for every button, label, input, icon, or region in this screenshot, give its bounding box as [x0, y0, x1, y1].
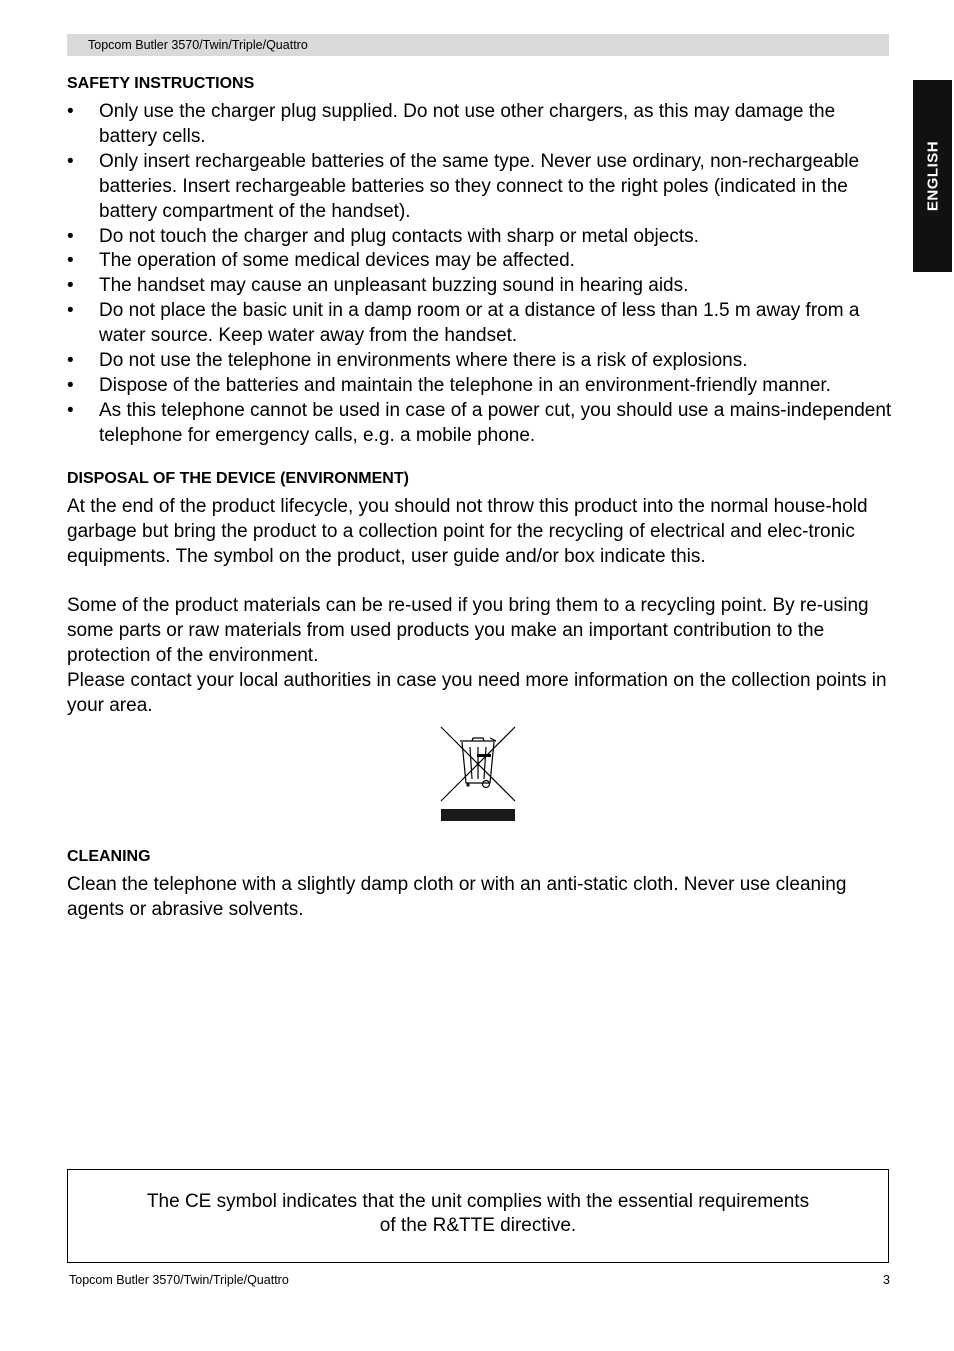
ce-notice-line-1: The CE symbol indicates that the unit complies with the essential requirements: [146, 1191, 810, 1212]
bullet-icon: •: [67, 101, 74, 122]
disposal-heading: DISPOSAL OF THE DEVICE (ENVIRONMENT): [67, 469, 409, 487]
list-item: [67, 249, 892, 274]
crossed-out-wheelie-bin-icon: [440, 725, 516, 823]
bullet-icon: •: [67, 275, 74, 297]
bullet-icon: •: [67, 399, 74, 421]
safety-item-text: Do not use the telephone in environments where there is a risk of explosions.: [99, 350, 748, 372]
header-title: Topcom Butler 3570/Twin/Triple/Quattro: [88, 38, 308, 52]
safety-item-text: Dispose of the batteries and maintain the telephone in an environment-friendly manner.: [99, 374, 831, 396]
list-item: [67, 100, 892, 150]
safety-item-text: Do not place the basic unit in a damp room or at a distance of less than 1.5 m away from a water source. Keep water away from the handset.: [99, 300, 860, 347]
safety-item-text: The operation of some medical devices may be affected.: [99, 250, 575, 272]
cleaning-heading: CLEANING: [67, 847, 151, 865]
disposal-paragraph-3: Please contact your local authorities in case you need more information on the collection points in your area.: [67, 670, 887, 717]
page-number: 3: [883, 1273, 890, 1287]
bullet-icon: •: [67, 250, 74, 272]
list-item: [67, 349, 892, 374]
footer-title: Topcom Butler 3570/Twin/Triple/Quattro: [69, 1273, 289, 1287]
list-item: [67, 150, 892, 225]
ce-notice-box: [67, 1169, 889, 1263]
language-tab-label: ENGLISH: [924, 140, 941, 212]
safety-heading: SAFETY INSTRUCTIONS: [67, 75, 255, 92]
disposal-paragraph-2: Some of the product materials can be re-used if you bring them to a recycling point. By re-using some parts or raw materials from used products you make an important contribution to the protection of the environment.: [67, 595, 869, 667]
safety-item-text: The handset may cause an unpleasant buzzing sound in hearing aids.: [99, 275, 689, 297]
list-item: [67, 274, 892, 299]
bullet-icon: •: [67, 374, 74, 396]
main-content: [67, 74, 892, 923]
weee-symbol-container: [67, 719, 892, 847]
disposal-paragraph-1: At the end of the product lifecycle, you should not throw this product into the normal house-hold garbage but bring the product to a collection point for the recycling of electrical and elec-tronic equipments. The symbol on the product, user guide and/or box indicate this.: [67, 495, 868, 567]
safety-list: [67, 100, 892, 449]
bullet-icon: •: [67, 300, 74, 322]
list-item: [67, 399, 892, 449]
safety-item-text: Do not touch the charger and plug contacts with sharp or metal objects.: [99, 225, 699, 247]
list-item: [67, 299, 892, 349]
bullet-icon: •: [67, 225, 74, 247]
safety-item-text: Only use the charger plug supplied. Do not use other chargers, as this may damage the battery cells.: [99, 101, 836, 147]
safety-item-text: Only insert rechargeable batteries of the same type. Never use ordinary, non-rechargeable batteries. Insert rechargeable batteries so they connect to the right poles (indicated in the battery compartment of the handset).: [99, 150, 860, 222]
cleaning-paragraph: Clean the telephone with a slightly damp cloth or with an anti-static cloth. Never use cleaning agents or abrasive solvents.: [67, 873, 847, 920]
list-item: [67, 225, 892, 250]
list-item: [67, 374, 892, 399]
bullet-icon: •: [67, 350, 74, 372]
safety-item-text: As this telephone cannot be used in case of a power cut, you should use a mains-independent telephone for emergency calls, e.g. a mobile phone.: [99, 399, 892, 446]
page-header: [67, 34, 889, 56]
language-tab: [913, 80, 952, 272]
ce-notice-line-2: of the R&TTE directive.: [379, 1215, 577, 1236]
bullet-icon: •: [67, 150, 74, 172]
